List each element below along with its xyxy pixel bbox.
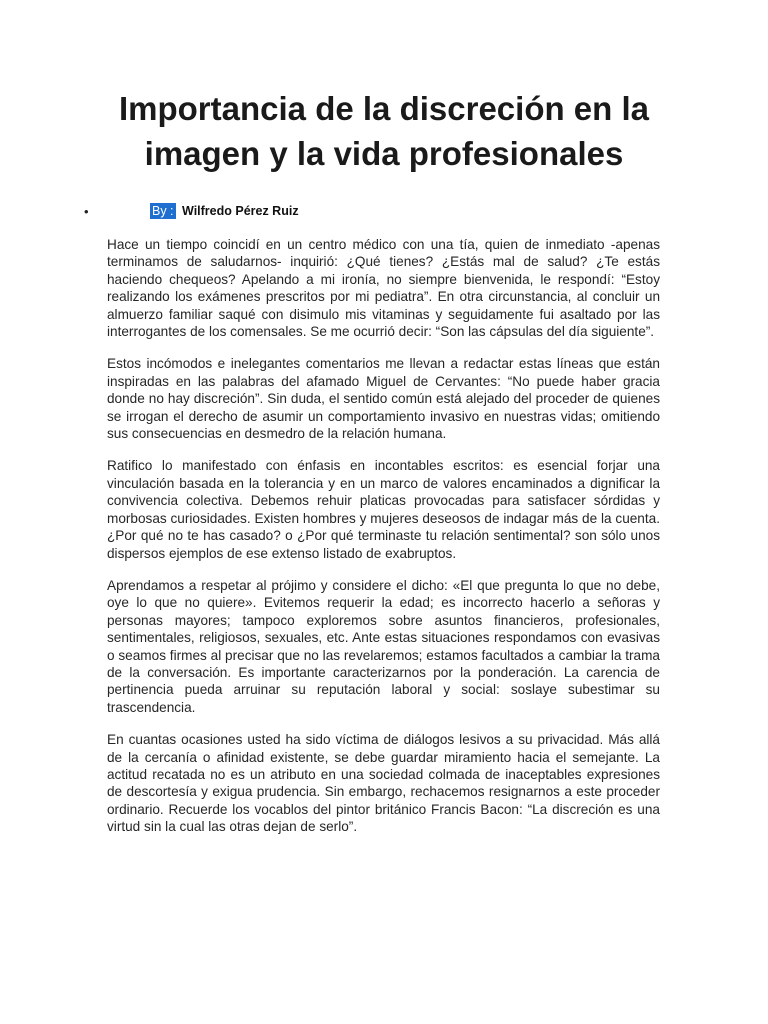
bullet-point: • xyxy=(84,204,89,219)
paragraph-2: Estos incómodos e inelegantes comentarios me llevan a redactar estas líneas que están inspiradas en las palabras del afamado Miguel de Cervantes: “No puede haber gracia donde no hay discreción”. Sin duda, el sentido común está alejado del proceder de quienes se irrogan el derecho de asumir un comportamiento invasivo en nuestras vidas; omitiendo sus consecuencias en desmedro de la relación humana. xyxy=(107,356,660,442)
author-name: Wilfredo Pérez Ruiz xyxy=(182,204,299,218)
paragraph-1: Hace un tiempo coincidí en un centro médico con una tía, quien de inmediato -apenas terminamos de saludarnos- inquirió: ¿Qué tienes? ¿Estás mal de salud? ¿Te estás haciendo chequeos? Apelando a mi ironía, no siempre bienvenida, le respondí: “Estoy realizando los exámenes prescritos por mi pediatra”. En otra circunstancia, al concluir un almuerzo familiar saqué con disimulo mis vitaminas y seguidamente fui asaltado por las interrogantes de los comensales. Se me ocurrió decir: “Son las cápsulas del día siguiente”. xyxy=(107,237,660,340)
article-body xyxy=(107,236,660,851)
paragraph-4: Aprendamos a respetar al prójimo y considere el dicho: «El que pregunta lo que no debe, oye lo que no quiere». Evitemos requerir la edad; es incorrecto hacerlo a señoras y personas mayores; tampoco exploremos sobre asuntos financieros, profesionales, sentimentales, religiosos, sexuales, etc. Ante estas situaciones respondamos con evasivas o seamos firmes al precisar que no las revelaremos; estamos facultados a cambiar la trama de la conversación. Es importante caracterizarnos por la ponderación. La carencia de pertinencia pueda arruinar su reputación laboral y social: soslaye subestimar su trascendencia. xyxy=(107,577,660,715)
paragraph-3: Ratifico lo manifestado con énfasis en incontables escritos: es esencial forjar una vinculación basada en la tolerancia y en un marco de valores encaminados a dignificar la convivencia colectiva. Debemos rehuir platicas provocadas para satisfacer sórdidas y morbosas curiosidades. Existen hombres y mujeres deseosos de indagar más de la cuenta. ¿Por qué no te has casado? o ¿Por qué terminaste tu relación sentimental? son sólo unos dispersos ejemplos de ese extenso listado de exabruptos. xyxy=(107,458,660,561)
paragraph-5: En cuantas ocasiones usted ha sido víctima de diálogos lesivos a su privacidad. Más allá de la cercanía o afinidad existente, se debe guardar miramiento hacia el semejante. La actitud recatada no es un atributo en una sociedad colmada de inaceptables expresiones de descortesía y exigua prudencia. Sin embargo, rechacemos resignarnos a este proceder ordinario. Recuerde los vocablos del pintor británico Francis Bacon: “La discreción es una virtud sin la cual las otras dejan de serlo”. xyxy=(107,732,660,835)
by-label: By : xyxy=(152,204,174,218)
byline xyxy=(0,201,768,223)
document-title: Importancia de la discreción en la imagen y la vida profesionales xyxy=(118,90,649,172)
